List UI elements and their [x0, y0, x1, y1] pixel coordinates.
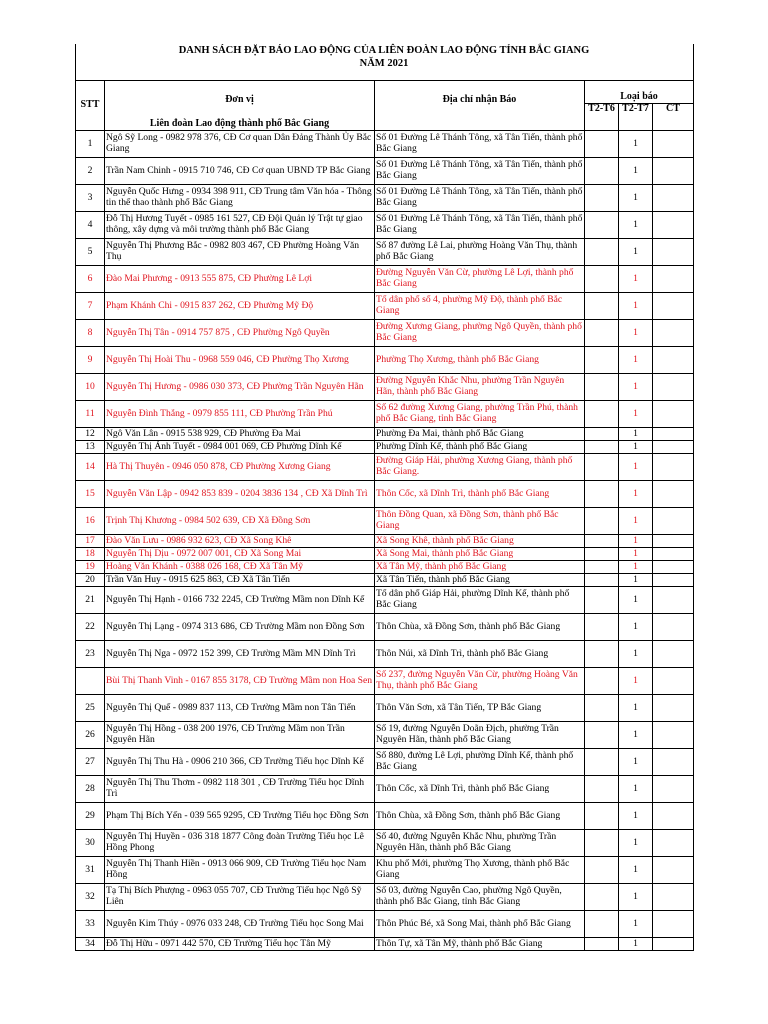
row-ct: [653, 400, 694, 427]
row-t2-t7: 1: [619, 440, 653, 453]
row-address: Phường Đa Mai, thành phố Bắc Giang: [375, 427, 585, 440]
row-t2-t7: 1: [619, 130, 653, 157]
row-t2-t7: 1: [619, 721, 653, 748]
row-ct: [653, 640, 694, 667]
row-address: Số 01 Đường Lê Thánh Tông, xã Tân Tiến, thành phố Bắc Giang: [375, 130, 585, 157]
row-ct: [653, 373, 694, 400]
row-t2-t7: 1: [619, 560, 653, 573]
row-unit: Ngô Sỹ Long - 0982 978 376, CĐ Cơ quan Dân Đảng Thành Ủy Bắc Giang: [105, 130, 375, 157]
row-t2-t6: [585, 547, 619, 560]
row-ct: [653, 547, 694, 560]
row-ct: [653, 937, 694, 950]
row-t2-t7: 1: [619, 910, 653, 937]
table-row: [76, 400, 694, 427]
table-row: [76, 613, 694, 640]
row-address: Thôn Cốc, xã Dĩnh Trì, thành phố Bắc Giang: [375, 775, 585, 802]
row-t2-t6: [585, 829, 619, 856]
row-unit: Trịnh Thị Khương - 0984 502 639, CĐ Xã Đồng Sơn: [105, 507, 375, 534]
row-unit: Nguyễn Thị Thanh Hiền - 0913 066 909, CĐ Trường Tiểu học Nam Hồng: [105, 856, 375, 883]
row-stt: 15: [76, 480, 105, 507]
row-stt: 21: [76, 586, 105, 613]
row-ct: [653, 560, 694, 573]
row-address: Đường Xương Giang, phường Ngô Quyền, thành phố Bắc Giang: [375, 319, 585, 346]
row-t2-t7: 1: [619, 694, 653, 721]
row-unit: Đào Mai Phương - 0913 555 875, CĐ Phường Lê Lợi: [105, 265, 375, 292]
row-t2-t6: [585, 775, 619, 802]
row-stt: 23: [76, 640, 105, 667]
row-t2-t7: 1: [619, 373, 653, 400]
row-t2-t6: [585, 613, 619, 640]
row-t2-t7: 1: [619, 157, 653, 184]
row-stt: 10: [76, 373, 105, 400]
row-unit: Bùi Thị Thanh Vinh - 0167 855 3178, CĐ Trường Mầm non Hoa Sen: [105, 667, 375, 694]
table-row: [76, 184, 694, 211]
row-unit: Phạm Khánh Chi - 0915 837 262, CĐ Phường Mỹ Độ: [105, 292, 375, 319]
table-row: [76, 130, 694, 157]
table-row: [76, 640, 694, 667]
row-ct: [653, 721, 694, 748]
table-row: [76, 586, 694, 613]
row-t2-t7: 1: [619, 667, 653, 694]
row-t2-t6: [585, 586, 619, 613]
row-stt: 1: [76, 130, 105, 157]
header-t2-t6: T2-T6: [585, 103, 619, 130]
title-line-1: DANH SÁCH ĐẶT BÁO LAO ĐỘNG CỦA LIÊN ĐOÀN LAO ĐỘNG TỈNH BẮC GIANG: [178, 45, 590, 56]
header-dia-chi: [375, 81, 585, 131]
header-t2-t7: T2-T7: [619, 103, 653, 130]
row-address: Xã Tân Mỹ, thành phố Bắc Giang: [375, 560, 585, 573]
row-stt: 4: [76, 211, 105, 238]
row-t2-t6: [585, 640, 619, 667]
table-row: [76, 547, 694, 560]
row-stt: 16: [76, 507, 105, 534]
row-address: Thôn Tự, xã Tân Mỹ, thành phố Bắc Giang: [375, 937, 585, 950]
row-address: Thôn Phúc Bé, xã Song Mai, thành phố Bắc Giang: [375, 910, 585, 937]
row-unit: Nguyễn Thị Nga - 0972 152 399, CĐ Trường Mầm MN Dĩnh Trì: [105, 640, 375, 667]
row-t2-t6: [585, 667, 619, 694]
row-t2-t7: 1: [619, 613, 653, 640]
row-unit: Hoàng Văn Khánh - 0388 026 168, CĐ Xã Tân Mỹ: [105, 560, 375, 573]
header-don-vi: [105, 81, 375, 131]
table-row: [76, 560, 694, 573]
row-ct: [653, 883, 694, 910]
row-unit: Nguyễn Thị Thu Hà - 0906 210 366, CĐ Trường Tiểu học Dĩnh Kế: [105, 748, 375, 775]
row-t2-t6: [585, 400, 619, 427]
row-address: Đường Nguyễn Văn Cừ, phường Lê Lợi, thành phố Bắc Giang: [375, 265, 585, 292]
row-t2-t7: 1: [619, 829, 653, 856]
row-unit: Tạ Thị Bích Phượng - 0963 055 707, CĐ Trường Tiểu học Ngô Sỹ Liên: [105, 883, 375, 910]
row-t2-t7: 1: [619, 573, 653, 586]
row-address: Thôn Văn Sơn, xã Tân Tiến, TP Bắc Giang: [375, 694, 585, 721]
row-unit: Ngô Văn Lân - 0915 538 929, CĐ Phường Đa Mai: [105, 427, 375, 440]
row-t2-t7: 1: [619, 400, 653, 427]
row-t2-t6: [585, 427, 619, 440]
row-ct: [653, 694, 694, 721]
row-unit: Nguyễn Thị Huyền - 036 318 1877 Công đoàn Trường Tiểu học Lê Hồng Phong: [105, 829, 375, 856]
row-unit: Nguyễn Thị Tân - 0914 757 875 , CĐ Phường Ngô Quyền: [105, 319, 375, 346]
row-t2-t6: [585, 937, 619, 950]
row-ct: [653, 507, 694, 534]
row-t2-t6: [585, 883, 619, 910]
row-t2-t6: [585, 211, 619, 238]
header-loai-bao: Loại báo: [585, 81, 694, 104]
table-row: [76, 856, 694, 883]
row-unit: Nguyễn Thị Ánh Tuyết - 0984 001 069, CĐ Phường Dĩnh Kế: [105, 440, 375, 453]
table-row: [76, 883, 694, 910]
table-row: [76, 937, 694, 950]
row-stt: 7: [76, 292, 105, 319]
table-row: [76, 573, 694, 586]
row-t2-t6: [585, 265, 619, 292]
row-t2-t7: 1: [619, 238, 653, 265]
row-t2-t6: [585, 534, 619, 547]
row-ct: [653, 130, 694, 157]
row-ct: [653, 775, 694, 802]
row-t2-t6: [585, 184, 619, 211]
row-stt: 11: [76, 400, 105, 427]
row-ct: [653, 265, 694, 292]
table-row: [76, 667, 694, 694]
row-stt: 12: [76, 427, 105, 440]
row-t2-t6: [585, 130, 619, 157]
row-t2-t7: 1: [619, 346, 653, 373]
row-ct: [653, 238, 694, 265]
row-t2-t7: 1: [619, 292, 653, 319]
row-stt: 13: [76, 440, 105, 453]
title-line-2: NĂM 2021: [359, 58, 409, 69]
row-t2-t6: [585, 238, 619, 265]
row-ct: [653, 292, 694, 319]
row-t2-t7: 1: [619, 507, 653, 534]
table-row: [76, 265, 694, 292]
row-t2-t7: 1: [619, 427, 653, 440]
table-row: [76, 238, 694, 265]
table-body: [76, 130, 694, 950]
header-stt: STT: [76, 81, 105, 131]
table-row: [76, 453, 694, 480]
row-address: Thôn Núi, xã Dĩnh Trì, thành phố Bắc Giang: [375, 640, 585, 667]
row-t2-t6: [585, 453, 619, 480]
table-row: [76, 748, 694, 775]
page-border-right: [693, 44, 694, 80]
row-t2-t7: 1: [619, 937, 653, 950]
row-address: Xã Song Mai, thành phố Bắc Giang: [375, 547, 585, 560]
row-unit: Nguyễn Thị Hoài Thu - 0968 559 046, CĐ Phường Thọ Xương: [105, 346, 375, 373]
row-ct: [653, 573, 694, 586]
newspaper-order-table: [75, 80, 694, 951]
row-t2-t7: 1: [619, 534, 653, 547]
table-row: [76, 427, 694, 440]
table-row: [76, 802, 694, 829]
row-unit: Phạm Thị Bích Yến - 039 565 9295, CĐ Trường Tiểu học Đồng Sơn: [105, 802, 375, 829]
row-address: Số 40, đường Nguyễn Khắc Nhu, phường Trần Nguyên Hãn, thành phố Bắc Giang: [375, 829, 585, 856]
row-unit: Nguyễn Văn Lập - 0942 853 839 - 0204 3836 134 , CĐ Xã Dĩnh Trì: [105, 480, 375, 507]
row-t2-t6: [585, 319, 619, 346]
header-don-vi-label: Đơn vị: [225, 94, 254, 105]
row-ct: [653, 211, 694, 238]
row-t2-t7: 1: [619, 480, 653, 507]
table-row: [76, 829, 694, 856]
row-stt: 2: [76, 157, 105, 184]
row-stt: 34: [76, 937, 105, 950]
row-unit: Trần Văn Huy - 0915 625 863, CĐ Xã Tân Tiến: [105, 573, 375, 586]
row-t2-t7: 1: [619, 265, 653, 292]
row-ct: [653, 802, 694, 829]
header-don-vi-sub: Liên đoàn Lao động thành phố Bắc Giang: [149, 118, 330, 130]
row-t2-t7: 1: [619, 453, 653, 480]
row-stt: 22: [76, 613, 105, 640]
table-row: [76, 694, 694, 721]
row-t2-t7: 1: [619, 802, 653, 829]
row-stt: 19: [76, 560, 105, 573]
row-t2-t6: [585, 292, 619, 319]
row-unit: Trần Nam Chinh - 0915 710 746, CĐ Cơ quan UBND TP Bắc Giang: [105, 157, 375, 184]
row-address: Tổ dân phố số 4, phường Mỹ Độ, thành phố Bắc Giang: [375, 292, 585, 319]
row-stt: 9: [76, 346, 105, 373]
row-stt: 17: [76, 534, 105, 547]
row-unit: Nguyễn Thị Hạnh - 0166 732 2245, CĐ Trường Mầm non Dĩnh Kế: [105, 586, 375, 613]
row-ct: [653, 910, 694, 937]
row-ct: [653, 586, 694, 613]
row-stt: 32: [76, 883, 105, 910]
row-stt: 18: [76, 547, 105, 560]
row-ct: [653, 748, 694, 775]
row-t2-t6: [585, 373, 619, 400]
row-stt: 29: [76, 802, 105, 829]
row-stt: 3: [76, 184, 105, 211]
row-stt: 20: [76, 573, 105, 586]
row-unit: Nguyễn Thị Dịu - 0972 007 001, CĐ Xã Song Mai: [105, 547, 375, 560]
row-stt: 26: [76, 721, 105, 748]
table-row: [76, 910, 694, 937]
row-unit: Đào Văn Lưu - 0986 932 623, CĐ Xã Song Khê: [105, 534, 375, 547]
row-ct: [653, 667, 694, 694]
row-ct: [653, 856, 694, 883]
row-t2-t6: [585, 507, 619, 534]
table-row: [76, 721, 694, 748]
row-address: Số 87 đường Lê Lai, phường Hoàng Văn Thụ, thành phố Bắc Giang: [375, 238, 585, 265]
row-unit: Nguyễn Thị Phương Bắc - 0982 803 467, CĐ Phường Hoàng Văn Thụ: [105, 238, 375, 265]
row-t2-t7: 1: [619, 547, 653, 560]
row-address: Số 880, đường Lê Lợi, phường Dĩnh Kế, thành phố Bắc Giang: [375, 748, 585, 775]
row-ct: [653, 157, 694, 184]
row-stt: 5: [76, 238, 105, 265]
row-address: Thôn Chùa, xã Đồng Sơn, thành phố Bắc Giang: [375, 802, 585, 829]
row-t2-t6: [585, 346, 619, 373]
row-stt: [76, 667, 105, 694]
row-stt: 6: [76, 265, 105, 292]
row-t2-t6: [585, 748, 619, 775]
table-row: [76, 507, 694, 534]
table-row: [76, 292, 694, 319]
row-address: Xã Song Khê, thành phố Bắc Giang: [375, 534, 585, 547]
table-row: [76, 157, 694, 184]
row-address: Tổ dân phố Giáp Hải, phường Dĩnh Kế, thành phố Bắc Giang: [375, 586, 585, 613]
row-address: Khu phố Mới, phường Thọ Xương, thành phố Bắc Giang: [375, 856, 585, 883]
row-ct: [653, 319, 694, 346]
row-t2-t6: [585, 694, 619, 721]
row-address: Số 19, đường Nguyễn Doãn Địch, phường Trần Nguyên Hãn, thành phố Bắc Giang: [375, 721, 585, 748]
row-t2-t7: 1: [619, 586, 653, 613]
document-title: [75, 44, 693, 70]
row-address: Thôn Cốc, xã Dĩnh Trì, thành phố Bắc Giang: [375, 480, 585, 507]
row-stt: 33: [76, 910, 105, 937]
table-row: [76, 775, 694, 802]
row-unit: Nguyễn Thị Hương - 0986 030 373, CĐ Phường Trần Nguyên Hãn: [105, 373, 375, 400]
row-address: Số 01 Đường Lê Thánh Tông, xã Tân Tiến, thành phố Bắc Giang: [375, 211, 585, 238]
row-address: Số 03, đường Nguyễn Cao, phường Ngô Quyền, thành phố Bắc Giang, tỉnh Bắc Giang: [375, 883, 585, 910]
row-ct: [653, 829, 694, 856]
row-t2-t7: 1: [619, 640, 653, 667]
row-t2-t6: [585, 440, 619, 453]
row-stt: 25: [76, 694, 105, 721]
row-ct: [653, 184, 694, 211]
row-ct: [653, 427, 694, 440]
row-unit: Nguyễn Quốc Hưng - 0934 398 911, CĐ Trung tâm Văn hóa - Thông tin thể thao thành phố Bắc Giang: [105, 184, 375, 211]
row-ct: [653, 534, 694, 547]
row-stt: 27: [76, 748, 105, 775]
row-address: Thôn Chùa, xã Đồng Sơn, thành phố Bắc Giang: [375, 613, 585, 640]
row-address: Số 62 đường Xương Giang, phường Trần Phú, thành phố Bắc Giang, tỉnh Bắc Giang: [375, 400, 585, 427]
row-unit: Nguyễn Đình Thắng - 0979 855 111, CĐ Phường Trần Phú: [105, 400, 375, 427]
row-t2-t7: 1: [619, 184, 653, 211]
row-unit: Đỗ Thị Hương Tuyết - 0985 161 527, CĐ Đội Quản lý Trật tự giao thông, xây dựng và môi trường thành phố Bắc Giang: [105, 211, 375, 238]
row-unit: Nguyễn Thị Hồng - 038 200 1976, CĐ Trường Mầm non Trần Nguyên Hãn: [105, 721, 375, 748]
row-ct: [653, 480, 694, 507]
row-t2-t6: [585, 157, 619, 184]
table-row: [76, 211, 694, 238]
table-row: [76, 440, 694, 453]
row-unit: Nguyễn Kim Thúy - 0976 033 248, CĐ Trường Tiểu học Song Mai: [105, 910, 375, 937]
header-ct: CT: [653, 103, 694, 130]
row-address: Số 237, đường Nguyễn Văn Cừ, phường Hoàng Văn Thụ, thành phố Bắc Giang: [375, 667, 585, 694]
row-t2-t7: 1: [619, 883, 653, 910]
row-ct: [653, 440, 694, 453]
row-unit: Nguyễn Thị Lạng - 0974 313 686, CĐ Trường Mầm non Đồng Sơn: [105, 613, 375, 640]
row-t2-t7: 1: [619, 211, 653, 238]
header-dia-chi-label: Địa chỉ nhận Báo: [442, 94, 517, 105]
row-t2-t7: 1: [619, 748, 653, 775]
row-unit: Nguyễn Thị Quế - 0989 837 113, CĐ Trường Mầm non Tân Tiến: [105, 694, 375, 721]
table-row: [76, 534, 694, 547]
row-t2-t6: [585, 856, 619, 883]
table-row: [76, 373, 694, 400]
row-ct: [653, 346, 694, 373]
row-address: Phường Thọ Xương, thành phố Bắc Giang: [375, 346, 585, 373]
table-row: [76, 346, 694, 373]
row-ct: [653, 613, 694, 640]
row-t2-t6: [585, 802, 619, 829]
row-stt: 31: [76, 856, 105, 883]
row-stt: 8: [76, 319, 105, 346]
row-ct: [653, 453, 694, 480]
row-stt: 30: [76, 829, 105, 856]
row-stt: 28: [76, 775, 105, 802]
row-t2-t6: [585, 560, 619, 573]
row-stt: 14: [76, 453, 105, 480]
row-t2-t6: [585, 480, 619, 507]
row-unit: Đỗ Thị Hữu - 0971 442 570, CĐ Trường Tiểu học Tân Mỹ: [105, 937, 375, 950]
row-address: Thôn Đồng Quan, xã Đồng Sơn, thành phố Bắc Giang: [375, 507, 585, 534]
row-address: Số 01 Đường Lê Thánh Tông, xã Tân Tiến, thành phố Bắc Giang: [375, 184, 585, 211]
row-address: Số 01 Đường Lê Thánh Tông, xã Tân Tiến, thành phố Bắc Giang: [375, 157, 585, 184]
row-address: Đường Nguyễn Khắc Nhu, phường Trần Nguyên Hãn, thành phố Bắc Giang: [375, 373, 585, 400]
row-t2-t7: 1: [619, 319, 653, 346]
row-address: Đường Giáp Hải, phường Xương Giang, thành phố Bắc Giang.: [375, 453, 585, 480]
row-t2-t7: 1: [619, 856, 653, 883]
row-t2-t6: [585, 573, 619, 586]
row-address: Xã Tân Tiến, thành phố Bắc Giang: [375, 573, 585, 586]
row-unit: Nguyễn Thị Thu Thơm - 0982 118 301 , CĐ Trường Tiểu học Dĩnh Trì: [105, 775, 375, 802]
row-t2-t6: [585, 910, 619, 937]
row-unit: Hà Thị Thuyên - 0946 050 878, CĐ Phường Xương Giang: [105, 453, 375, 480]
table-row: [76, 319, 694, 346]
row-address: Phường Dĩnh Kế, thành phố Bắc Giang: [375, 440, 585, 453]
row-t2-t6: [585, 721, 619, 748]
table-row: [76, 480, 694, 507]
row-t2-t7: 1: [619, 775, 653, 802]
